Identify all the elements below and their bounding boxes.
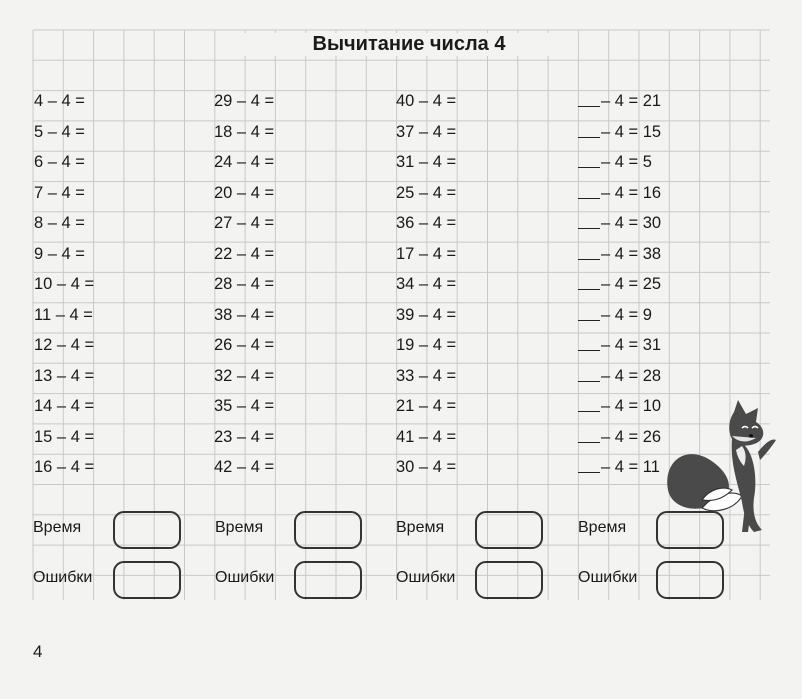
time-label: Время (396, 519, 445, 536)
exercise: 40 – 4 = (396, 92, 457, 110)
exercise: 16 – 4 = (34, 458, 95, 476)
fox-icon (662, 398, 780, 536)
time-label: Время (578, 519, 627, 536)
exercise: 15 – 4 = (34, 427, 95, 446)
exercise: 19 – 4 = (396, 336, 457, 354)
answer-blank[interactable] (578, 152, 600, 168)
time-label: Время (215, 519, 264, 536)
page-number: 4 (33, 642, 43, 661)
exercise: 6 – 4 = (34, 153, 85, 171)
answer-blank[interactable] (578, 91, 600, 107)
exercise: 30 – 4 = (396, 458, 457, 476)
exercise: 9 – 4 = (34, 244, 85, 263)
exercise-text: – 4 = 25 (601, 275, 662, 293)
exercise-text: – 4 = 26 (601, 427, 662, 446)
errors-box[interactable] (294, 561, 362, 599)
exercise: 36 – 4 = (396, 214, 457, 232)
exercise: 10 – 4 = (34, 275, 95, 293)
errors-label: Ошибки (215, 569, 275, 586)
answer-blank[interactable] (578, 183, 600, 199)
exercise-column-2 (214, 89, 274, 486)
exercise: 32 – 4 = (214, 366, 275, 385)
exercise: 21 – 4 = (396, 397, 457, 415)
errors-box[interactable] (475, 561, 543, 599)
exercise-column-3 (396, 89, 456, 486)
exercise-text: – 4 = 31 (601, 336, 662, 354)
answer-blank[interactable] (578, 122, 600, 138)
exercise: 34 – 4 = (396, 275, 457, 293)
exercise-missing-minuend (578, 89, 661, 120)
exercise: 23 – 4 = (214, 427, 275, 446)
exercise-text: – 4 = 5 (601, 153, 652, 171)
time-label: Время (33, 519, 82, 536)
answer-blank[interactable] (578, 213, 600, 229)
exercise: 35 – 4 = (214, 397, 275, 415)
exercise: 24 – 4 = (214, 153, 275, 171)
exercise-column-4 (578, 89, 661, 486)
exercise: 31 – 4 = (396, 153, 457, 171)
exercise-missing-minuend (578, 150, 661, 181)
exercise: 17 – 4 = (396, 244, 457, 263)
answer-blank[interactable] (578, 244, 600, 260)
exercise: 18 – 4 = (214, 122, 275, 141)
exercise-missing-minuend (578, 120, 661, 151)
exercise: 38 – 4 = (214, 305, 275, 324)
exercise: 20 – 4 = (214, 183, 275, 202)
exercise: 27 – 4 = (214, 214, 275, 232)
time-box[interactable] (475, 511, 543, 549)
exercise-column-1 (34, 89, 94, 486)
exercise-text: – 4 = 28 (601, 366, 662, 385)
exercise-missing-minuend (578, 455, 661, 486)
exercise-text: – 4 = 16 (601, 183, 662, 202)
exercise-text: – 4 = 38 (601, 244, 662, 263)
exercise: 5 – 4 = (34, 122, 85, 141)
exercise: 29 – 4 = (214, 92, 275, 110)
exercise: 14 – 4 = (34, 397, 95, 415)
answer-blank[interactable] (578, 396, 600, 412)
exercise-missing-minuend (578, 272, 661, 303)
exercise: 4 – 4 = (34, 92, 85, 110)
errors-label: Ошибки (396, 569, 456, 586)
exercise: 33 – 4 = (396, 366, 457, 385)
exercise-missing-minuend (578, 181, 661, 212)
exercise-missing-minuend (578, 425, 661, 456)
exercise-text: – 4 = 9 (601, 305, 652, 324)
exercise: 41 – 4 = (396, 427, 457, 446)
exercise-missing-minuend (578, 242, 661, 273)
exercise: 22 – 4 = (214, 244, 275, 263)
exercise: 8 – 4 = (34, 214, 85, 232)
exercise-text: – 4 = 15 (601, 122, 662, 141)
exercise: 37 – 4 = (396, 122, 457, 141)
answer-blank[interactable] (578, 335, 600, 351)
exercise-text: – 4 = 11 (601, 458, 660, 476)
exercise: 42 – 4 = (214, 458, 275, 476)
errors-box[interactable] (656, 561, 724, 599)
exercise-text: – 4 = 30 (601, 214, 662, 232)
answer-blank[interactable] (578, 427, 600, 443)
exercise-missing-minuend (578, 303, 661, 334)
exercise: 12 – 4 = (34, 336, 95, 354)
errors-label: Ошибки (578, 569, 638, 586)
exercise-missing-minuend (578, 394, 661, 425)
answer-blank[interactable] (578, 305, 600, 321)
exercise-text: – 4 = 10 (601, 397, 662, 415)
exercise: 28 – 4 = (214, 275, 275, 293)
errors-label: Ошибки (33, 569, 93, 586)
exercise: 7 – 4 = (34, 183, 85, 202)
exercise: 26 – 4 = (214, 336, 275, 354)
exercise-missing-minuend (578, 364, 661, 395)
exercise: 39 – 4 = (396, 305, 457, 324)
answer-blank[interactable] (578, 366, 600, 382)
page-title: Вычитание числа 4 (240, 33, 578, 56)
exercise: 25 – 4 = (396, 183, 457, 202)
exercise-missing-minuend (578, 211, 661, 242)
exercise-text: – 4 = 21 (601, 92, 662, 110)
exercise-missing-minuend (578, 333, 661, 364)
errors-box[interactable] (113, 561, 181, 599)
answer-blank[interactable] (578, 457, 600, 473)
time-box[interactable] (113, 511, 181, 549)
exercise: 13 – 4 = (34, 366, 95, 385)
exercise: 11 – 4 = (34, 305, 93, 324)
answer-blank[interactable] (578, 274, 600, 290)
time-box[interactable] (294, 511, 362, 549)
